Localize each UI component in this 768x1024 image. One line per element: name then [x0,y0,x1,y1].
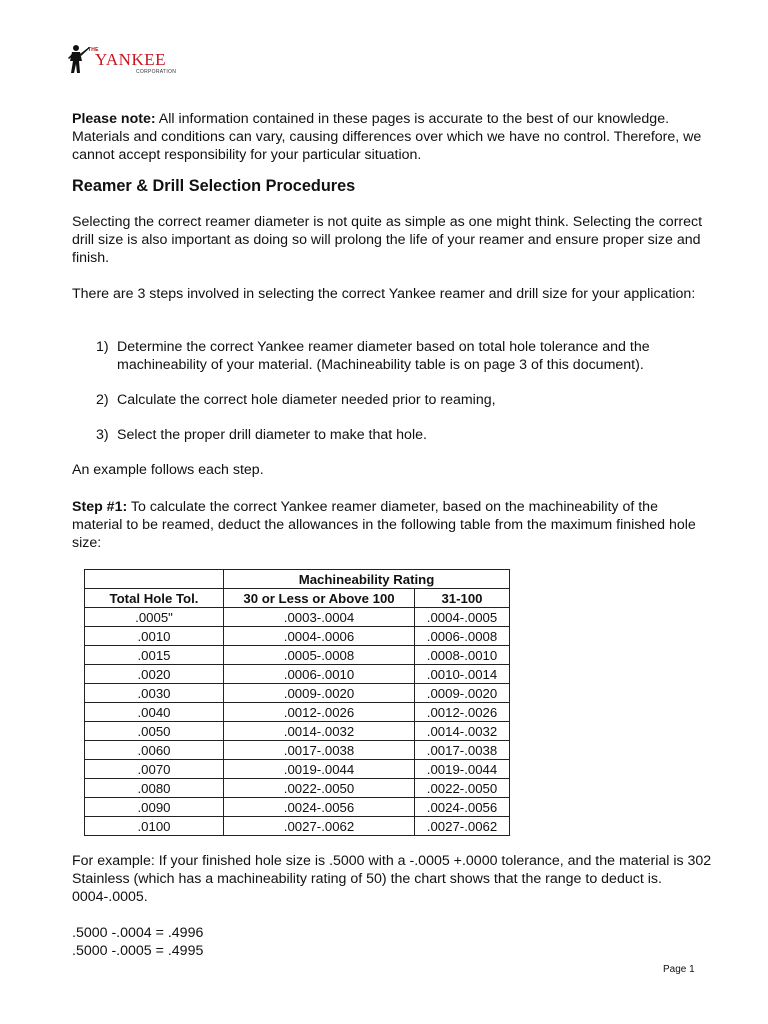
step-number: 3) [96,427,109,443]
table-header-empty [85,570,224,589]
please-note-label: Please note: [72,111,156,127]
machineability-table [84,569,510,836]
table-cell: .0020 [85,665,224,684]
page-title: Reamer & Drill Selection Procedures [72,177,356,195]
table-row [85,627,510,646]
table-row [85,646,510,665]
table-cell: .0003-.0004 [224,608,415,627]
table-group-header-row [85,570,510,589]
table-group-header: Machineability Rating [224,570,510,589]
step-item [72,391,712,409]
step-text: Determine the correct Yankee reamer diameter based on total hole tolerance and the machineability of your material. (Machineability table is on page 3 of this document). [117,339,650,373]
table-cell: .0100 [85,817,224,836]
table-cell: .0014-.0032 [224,722,415,741]
example-paragraph: For example: If your finished hole size is .5000 with a -.0005 +.0000 tolerance, and the material is 302 Stainless (which has a machineability rating of 50) the chart shows that the range to deduct is. 0004-.0005. [72,853,712,905]
header-total-hole-tol: Total Hole Tol. [85,589,224,608]
table-cell: .0006-.0010 [224,665,415,684]
header-30-or-less: 30 or Less or Above 100 [224,589,415,608]
table-cell: .0012-.0026 [224,703,415,722]
table-cell: .0019-.0044 [224,760,415,779]
table-cell: .0022-.0050 [224,779,415,798]
table-row [85,703,510,722]
table-cell: .0004-.0006 [224,627,415,646]
table-cell: .0040 [85,703,224,722]
table-cell: .0015 [85,646,224,665]
table-cell: .0008-.0010 [415,646,510,665]
table-cell: .0024-.0056 [415,798,510,817]
table-row [85,722,510,741]
step1-paragraph [72,498,712,552]
calculation-2: .5000 -.0005 = .4995 [72,943,204,959]
step-number: 1) [96,339,109,355]
page-number: Page 1 [663,964,695,975]
table-row [85,760,510,779]
table-cell: .0017-.0038 [224,741,415,760]
step-text: Select the proper drill diameter to make that hole. [117,427,427,443]
step-item [72,338,712,374]
table-cell: .0010 [85,627,224,646]
step-number: 2) [96,392,109,408]
table-cell: .0012-.0026 [415,703,510,722]
please-note-text: All information contained in these pages is accurate to the best of our knowledge. Materials and conditions can vary, causing differences over which we have no control. Therefore, we cannot accept responsibility for your particular situation. [72,111,702,163]
table-cell: .0024-.0056 [224,798,415,817]
steps-intro: There are 3 steps involved in selecting the correct Yankee reamer and drill size for your application: [72,286,696,302]
table-header-row [85,589,510,608]
table-cell: .0006-.0008 [415,627,510,646]
table-cell: .0060 [85,741,224,760]
table-cell: .0030 [85,684,224,703]
table-cell: .0027-.0062 [415,817,510,836]
table-cell: .0009-.0020 [415,684,510,703]
table-body [85,608,510,836]
table-cell: .0005-.0008 [224,646,415,665]
table-row [85,608,510,627]
calculation-1: .5000 -.0004 = .4996 [72,925,204,941]
logo-brand: YANKEE [95,50,166,69]
table-cell: .0090 [85,798,224,817]
table-cell: .0005" [85,608,224,627]
table-row [85,798,510,817]
logo-the: THE [88,47,99,53]
please-note [72,110,712,164]
step1-text: To calculate the correct Yankee reamer diameter, based on the machineability of the material to be reamed, deduct the allowances in the following table from the maximum finished hole size: [72,499,696,551]
table-cell: .0080 [85,779,224,798]
logo-corporation: CORPORATION [136,69,177,75]
table-row [85,684,510,703]
table-cell: .0050 [85,722,224,741]
table-row [85,665,510,684]
table-row [85,741,510,760]
minuteman-logo-icon [66,44,90,74]
table-cell: .0014-.0032 [415,722,510,741]
table-cell: .0017-.0038 [415,741,510,760]
step1-label: Step #1: [72,499,128,515]
table-cell: .0004-.0005 [415,608,510,627]
table-cell: .0009-.0020 [224,684,415,703]
example-note: An example follows each step. [72,462,264,478]
table-cell: .0022-.0050 [415,779,510,798]
header-31-100: 31-100 [415,589,510,608]
table-cell: .0010-.0014 [415,665,510,684]
table-cell: .0027-.0062 [224,817,415,836]
table-cell: .0070 [85,760,224,779]
table-row [85,817,510,836]
table-row [85,779,510,798]
steps-list [72,338,712,461]
intro-paragraph: Selecting the correct reamer diameter is not quite as simple as one might think. Selecting the correct drill size is also important as doing so will prolong the life of your reamer and ensure proper size and finish. [72,214,703,266]
step-item [72,426,712,444]
table-cell: .0019-.0044 [415,760,510,779]
yankee-logo [66,44,176,78]
step-text: Calculate the correct hole diameter needed prior to reaming, [117,392,496,408]
